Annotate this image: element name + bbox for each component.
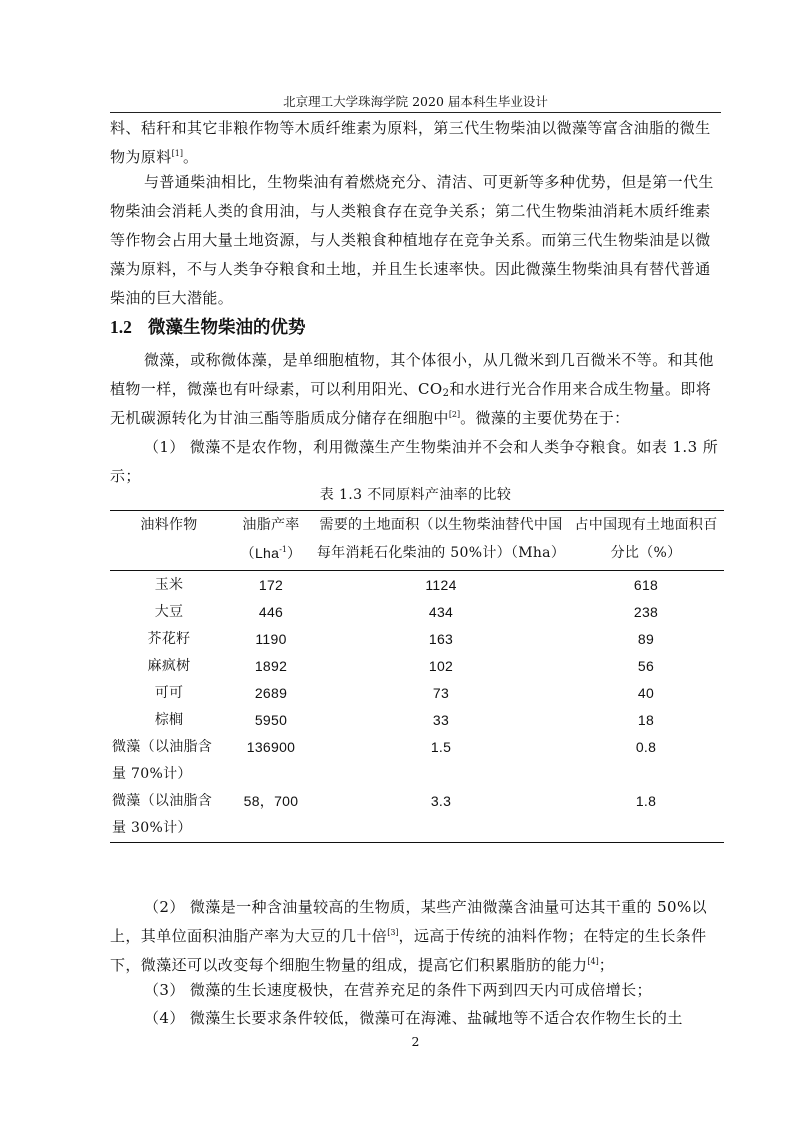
paragraph-6: （3） 微藻的生长速度极快，在营养充足的条件下两到四天内可成倍增长； [144,981,652,999]
cell-land-percent: 40 [637,685,655,701]
cell-yield: 5950 [254,712,288,728]
table-row [110,626,724,653]
table-row [110,571,724,600]
cell-land-area: 1124 [425,577,457,593]
cell-land-area: 163 [428,631,454,647]
cell-land-area: 434 [428,604,454,620]
cell-land-percent: 18 [637,712,655,728]
table-row [110,653,724,680]
paragraph-3: 微藻，或称微体藻，是单细胞植物，其个体很小，从几微米到几百微米不等。和其他植物一样，微藻也有叶绿素，可以利用阳光、$CO_2$和水进行光合作用来合成生物量。即将无机碳源转化为甘油三酯等脂质成分储存在细胞中[2]。微藻的主要优势在于： [110,351,714,427]
cell-land-area: 1.5 [430,739,452,755]
section-number: 1.2 [110,317,132,337]
cell-yield: 2689 [254,685,288,701]
citation-4: [4] [587,957,599,966]
citation-3: [3] [387,928,399,937]
paragraph-4: （1） 微藻不是农作物，利用微藻生产生物柴油并不会和人类争夺粮食。如表 1.3 所示； [110,438,719,485]
cell-crop: 玉米 [154,577,184,593]
citation-1: [1] [171,149,183,158]
cell-land-percent: 238 [633,604,659,620]
citation-2: [2] [448,410,461,419]
cell-land-percent: 0.8 [635,739,657,755]
table-row [110,599,724,626]
header-land-percent: 占中国现有土地面积百分比（%） [574,517,718,561]
cell-crop: 棕榈 [154,712,184,728]
header-crop: 油料作物 [140,517,198,533]
paragraph-5: （2） 微藻是一种含油量较高的生物质，某些产油微藻含油量可达其干重的 50%以上，其单位面积油脂产率为大豆的几十倍[3]，远高于传统的油料作物；在特定的生长条件下，微藻还可以改变每个细胞生物量的组成，提高它们积累脂肪的能力[4]； [110,898,708,974]
cell-land-percent: 1.8 [635,793,657,809]
cell-land-area: 102 [428,658,454,674]
cell-crop: 大豆 [154,604,184,620]
page-number: 2 [411,1034,420,1049]
cell-crop: 可可 [154,685,184,701]
table-caption: 表 1.3 不同原料产油率的比较 [319,487,512,503]
paragraph-7: （4） 微藻生长要求条件较低，微藻可在海滩、盐碱地等不适合农作物生长的土 [144,1009,683,1027]
cell-yield: 172 [258,577,284,593]
cell-yield: 1892 [254,658,288,674]
table-header-row [110,511,724,571]
page-header: 北京理工大学珠海学院 2020 届本科生毕业设计 [110,94,721,113]
cell-yield: 1190 [255,631,287,647]
cell-yield: 58，700 [243,793,299,809]
cell-land-percent: 56 [637,658,655,674]
section-heading [110,314,721,341]
cell-crop: 芥花籽 [147,631,191,647]
header-yield: 油脂产率 （Lha$^{-1}$） [240,517,302,562]
table-row [110,707,724,734]
paragraph-1: 料、秸秆和其它非粮作物等木质纤维素为原料，第三代生物柴油以微藻等富含油脂的微生物为原料[1]。 [110,119,711,166]
header-land-area: 需要的土地面积（以生物柴油替代中国每年消耗石化柴油的 50%计）（Mha） [316,517,566,561]
cell-crop: 微藻（以油脂含量 30%计） [112,793,213,836]
cell-land-percent: 89 [637,631,655,647]
cell-land-area: 33 [432,712,450,728]
cell-land-area: 3.3 [430,793,452,809]
paragraph-2: 与普通柴油相比，生物柴油有着燃烧充分、清洁、可更新等多种优势，但是第一代生物柴油会消耗人类的食用油，与人类粮食存在竞争关系；第二代生物柴油消耗木质纤维素等作物会占用大量土地资源，与人类粮食种植地存在竞争关系。而第三代生物柴油是以微藻为原料，不与人类争夺粮食和土地，并且生长速率快。因此微藻生物柴油具有替代普通柴油的巨大潜能。 [110,173,714,307]
cell-yield: 136900 [246,739,296,755]
cell-land-percent: 618 [633,577,659,593]
cell-yield: 446 [258,604,284,620]
oil-yield-table [110,510,724,843]
table-row [110,734,724,788]
table-row [110,680,724,707]
table-row [110,788,724,843]
cell-land-area: 73 [432,685,450,701]
cell-crop: 微藻（以油脂含量 70%计） [112,739,213,782]
cell-crop: 麻疯树 [147,658,191,674]
section-title: 微藻生物柴油的优势 [148,318,306,338]
